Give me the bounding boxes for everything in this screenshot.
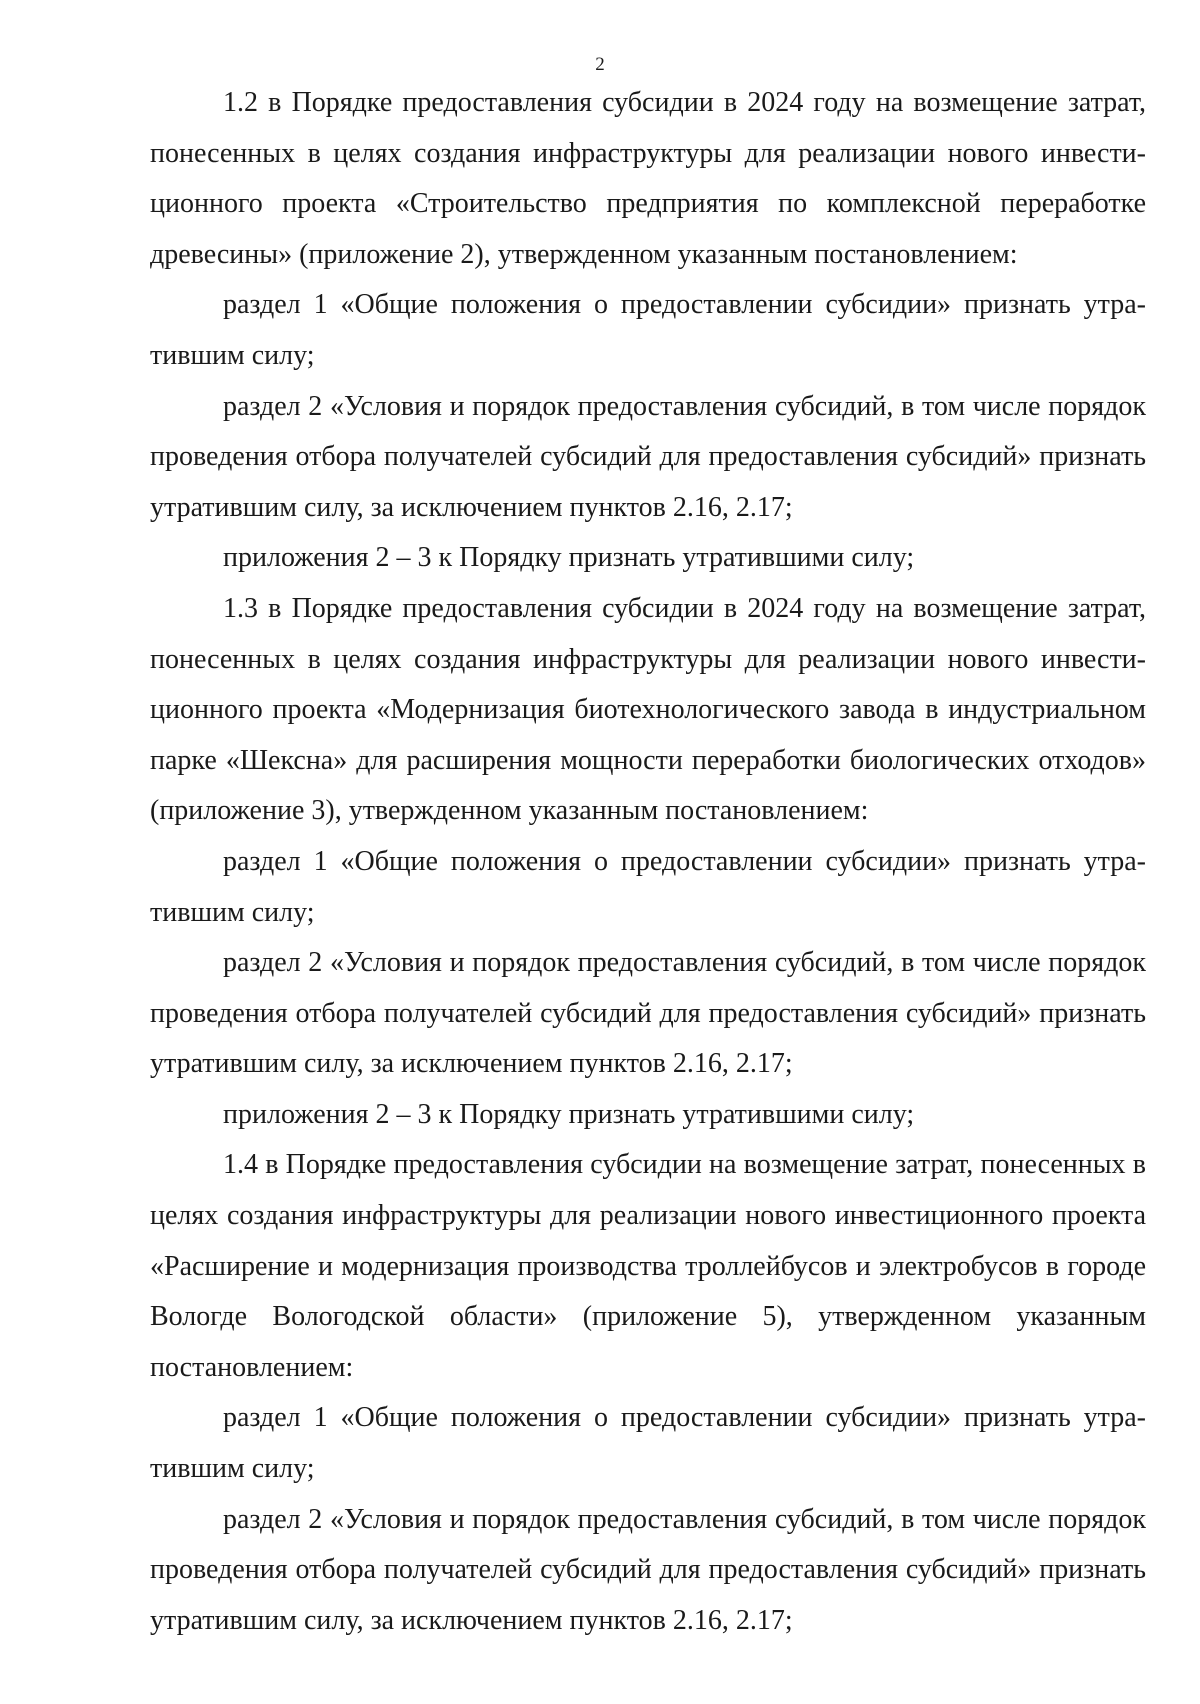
- document-body: [150, 78, 1146, 1646]
- paragraph-1-2-section-1: раздел 1 «Общие положения о предоставлении субсидии» признать утратившим силу;: [150, 289, 1146, 371]
- paragraph-1-2-appendices: приложения 2 – 3 к Порядку признать утратившими силу;: [223, 542, 915, 574]
- paragraph-1-4-section-1: раздел 1 «Общие положения о предоставлении субсидии» признать утратившим силу;: [150, 1402, 1146, 1485]
- paragraph-1-2: 1.2 в Порядке предоставления субсидии в 2024 году на возмещение затрат, понесенных в целях создания инфраструктуры для реализации нового инвестиционного проекта «Строительство предприятия по комплексной переработке древесины» (приложение 2), утвержденном указанным постановлением:: [150, 87, 1146, 270]
- paragraph-1-3: 1.3 в Порядке предоставления субсидии в 2024 году на возмещение затрат, понесенных в целях создания инфраструктуры для реализации нового инвестиционного проекта «Модернизация биотехнологического завода в индустриальном парке «Шексна» для расширения мощности переработки биологических отходов» (приложение 3), утвержденном указанным постановлением:: [150, 592, 1146, 827]
- paragraph-1-3-section-1: раздел 1 «Общие положения о предоставлении субсидии» признать утратившим силу;: [150, 845, 1146, 928]
- page-number: 2: [595, 54, 605, 75]
- paragraph-1-3-section-2: раздел 2 «Условия и порядок предоставления субсидий, в том числе порядок проведения отбора получателей субсидий для предоставления субсидий» признать утратившим силу, за исключением пунктов 2.16, 2.17;: [150, 947, 1146, 1080]
- paragraph-1-4-section-2: раздел 2 «Условия и порядок предоставления субсидий, в том числе порядок проведения отбора получателей субсидий для предоставления субсидий» признать утратившим силу, за исключением пунктов 2.16, 2.17;: [150, 1503, 1146, 1636]
- paragraph-1-3-appendices: приложения 2 – 3 к Порядку признать утратившими силу;: [223, 1098, 915, 1130]
- paragraph-1-4: 1.4 в Порядке предоставления субсидии на возмещение затрат, понесенных в целях создания инфраструктуры для реализации нового инвестиционного проекта «Расширение и модернизация производства троллейбусов и электробусов в городе Вологде Вологодской области» (приложение 5), утвержденном указанным постановлением:: [150, 1149, 1146, 1383]
- paragraph-1-2-section-2: раздел 2 «Условия и порядок предоставления субсидий, в том числе порядок проведения отбора получателей субсидий для предоставления субсидий» признать утратившим силу, за исключением пунктов 2.16, 2.17;: [150, 390, 1146, 523]
